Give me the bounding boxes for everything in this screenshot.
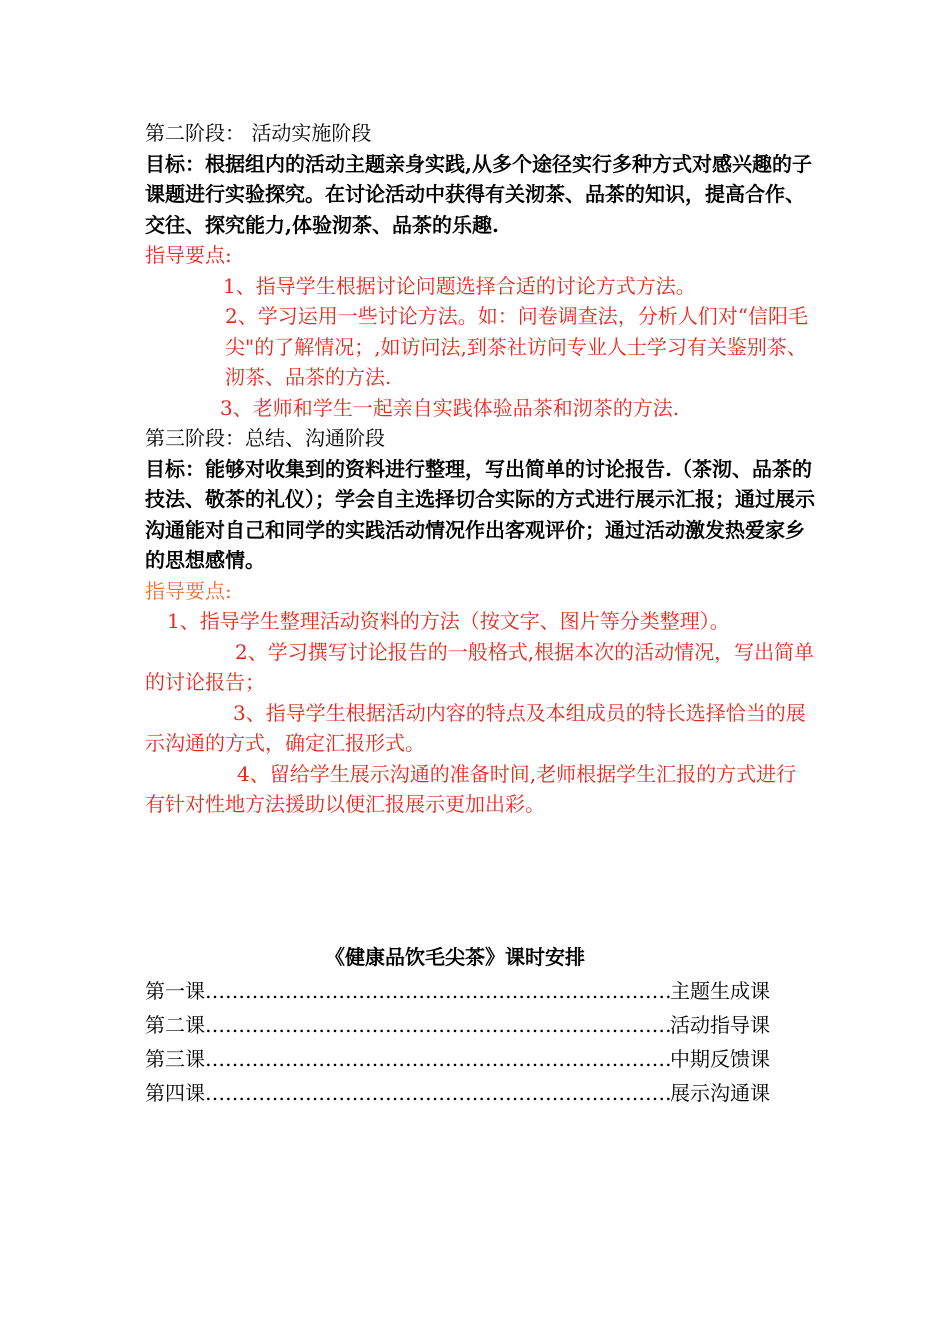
- schedule-lesson: 第二课: [145, 1012, 205, 1037]
- stage3-heading: 第三阶段：总结、沟通阶段: [145, 426, 385, 450]
- leader-dots: [205, 1042, 670, 1076]
- schedule-lesson: 第一课: [145, 978, 205, 1003]
- schedule-type: 活动指导课: [670, 1012, 770, 1037]
- stage3-goal: 目标：能够对收集到的资料进行整理，写出简单的讨论报告.（茶沏、品茶的技法、敬茶的礼仪）；学会自主选择切合实际的方式进行展示汇报；通过展示沟通能对自己和同学的实践活动情况作出客观评价；通过活动激发热爱家乡的思想感情。: [145, 456, 815, 572]
- stage2-guide-label: 指导要点:: [145, 243, 232, 267]
- stage3-point-4: 4、留给学生展示沟通的准备时间,老师根据学生汇报的方式进行有针对性地方法援助以便汇报展示更加出彩。: [145, 761, 797, 816]
- document-page: [145, 118, 815, 1110]
- schedule-row: [145, 1042, 770, 1076]
- spacer: [145, 820, 815, 940]
- schedule-title: 《健康品饮毛尖茶》课时安排: [325, 944, 585, 969]
- leader-dots: [205, 1008, 670, 1042]
- stage3-point-2: 2、学习撰写讨论报告的一般格式,根据本次的活动情况，写出简单的讨论报告；: [145, 639, 815, 694]
- schedule-row: [145, 1076, 770, 1110]
- schedule-lesson: 第三课: [145, 1046, 205, 1071]
- stage3-guide-label: 指导要点:: [145, 578, 232, 603]
- schedule-type: 主题生成课: [670, 978, 770, 1003]
- leader-dots: [205, 1076, 670, 1110]
- stage3-point-3: 3、指导学生根据活动内容的特点及本组成员的特长选择恰当的展示沟通的方式，确定汇报形式。: [145, 700, 806, 755]
- schedule-row: [145, 1008, 770, 1042]
- stage2-heading: 第二阶段： 活动实施阶段: [145, 121, 372, 145]
- leader-dots: [205, 974, 670, 1008]
- schedule-type: 中期反馈课: [670, 1046, 770, 1071]
- schedule-list: [145, 974, 815, 1110]
- stage2-point-2: 2、学习运用一些讨论方法。如：问卷调查法，分析人们对“信阳毛尖"的了解情况；,如访问法,到茶社访问专业人士学习有关鉴别茶、沏茶、品茶的方法.: [225, 304, 808, 389]
- schedule-type: 展示沟通课: [670, 1080, 770, 1105]
- stage2-goal: 目标：根据组内的活动主题亲身实践,从多个途径实行多种方式对感兴趣的子课题进行实验探究。在讨论活动中获得有关沏茶、品茶的知识，提高合作、交往、探究能力,体验沏茶、品茶的乐趣.: [145, 151, 812, 237]
- stage2-point-3: 3、老师和学生一起亲自实践体验品茶和沏茶的方法.: [220, 395, 680, 420]
- stage3-point-1: 1、指导学生整理活动资料的方法（按文字、图片等分类整理）。: [167, 609, 730, 633]
- schedule-row: [145, 974, 770, 1008]
- schedule-lesson: 第四课: [145, 1080, 205, 1105]
- stage2-point-1: 1、指导学生根据讨论问题选择合适的讨论方式方法。: [223, 273, 696, 298]
